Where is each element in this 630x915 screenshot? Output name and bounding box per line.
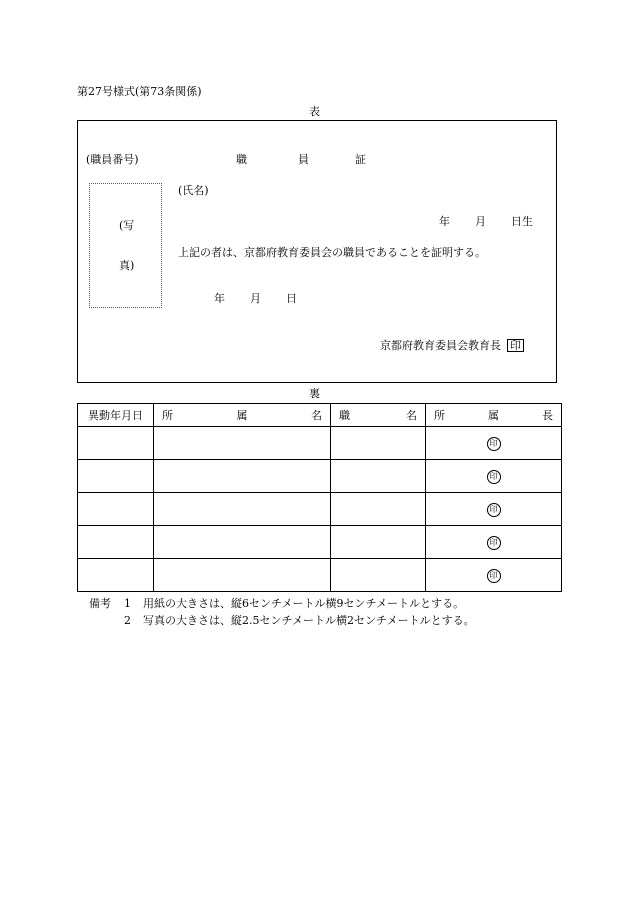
note-text: 用紙の大きさは、縦6センチメートル横9センチメートルとする。 — [143, 597, 465, 610]
column-header-position — [331, 404, 426, 427]
issuer-line — [380, 339, 524, 352]
card-title-char: 員 — [298, 153, 309, 166]
column-header-department-head — [426, 404, 562, 427]
form-number: 第27号様式(第73条関係) — [77, 85, 202, 98]
photo-label: 真) — [119, 259, 135, 272]
header-char: 名 — [406, 409, 417, 422]
round-seal-icon: 印 — [487, 503, 501, 517]
column-header-department — [154, 404, 331, 427]
front-side-label: 表 — [309, 105, 320, 118]
name-label: (氏名) — [178, 184, 209, 197]
table-row — [78, 526, 562, 559]
header-char: 属 — [236, 409, 248, 422]
round-seal-icon: 印 — [487, 437, 501, 451]
table-header-row — [78, 404, 562, 427]
round-seal-icon: 印 — [487, 470, 501, 484]
table-row — [78, 559, 562, 592]
transfer-history-table — [77, 403, 562, 592]
table-row — [78, 427, 562, 460]
header-char: 所 — [434, 409, 445, 422]
note-number: 2 — [124, 614, 131, 627]
id-card-front — [77, 120, 557, 383]
square-seal-icon: 印 — [507, 339, 524, 352]
issuer-name: 京都府教育委員会教育長 — [380, 339, 501, 352]
photo-label: (写 — [119, 219, 135, 232]
back-side-label: 裏 — [309, 387, 320, 400]
birth-month: 月 — [475, 215, 486, 228]
note-text: 写真の大きさは、縦2.5センチメートル横2センチメートルとする。 — [143, 614, 475, 627]
round-seal-icon: 印 — [487, 536, 501, 550]
photo-box — [89, 183, 162, 308]
round-seal-icon: 印 — [487, 569, 501, 583]
birth-day: 日生 — [511, 215, 533, 228]
note-number: 1 — [124, 597, 131, 610]
header-char: 名 — [311, 409, 322, 422]
header-char: 職 — [339, 409, 350, 422]
certification-text: 上記の者は、京都府教育委員会の職員であることを証明する。 — [178, 246, 486, 259]
header-char: 所 — [162, 409, 173, 422]
table-row — [78, 460, 562, 493]
staff-number-label: (職員番号) — [86, 153, 139, 166]
card-title-char: 証 — [355, 153, 366, 166]
card-title-char: 職 — [236, 153, 247, 166]
table-row — [78, 493, 562, 526]
issue-day: 日 — [286, 292, 297, 305]
birth-year: 年 — [439, 215, 450, 228]
notes-label: 備考 — [89, 597, 111, 610]
header-char: 属 — [488, 409, 499, 422]
issue-month: 月 — [250, 292, 261, 305]
header-char: 長 — [542, 409, 553, 422]
column-header-transfer-date: 異動年月日 — [78, 404, 154, 427]
issue-year: 年 — [214, 292, 225, 305]
